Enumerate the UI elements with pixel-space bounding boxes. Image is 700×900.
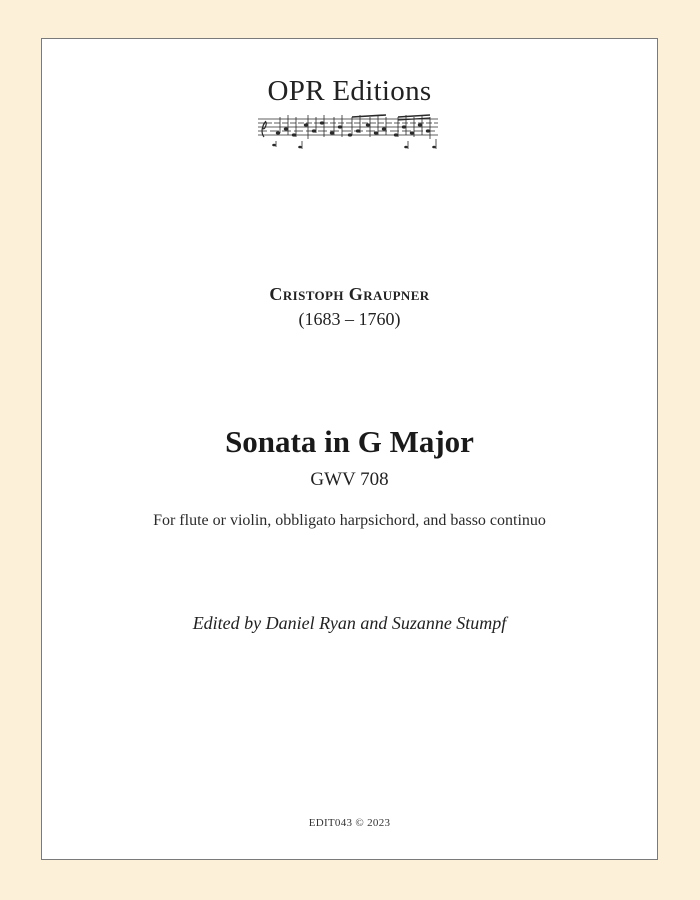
catalog-number: GWV 708 — [310, 469, 389, 490]
cover-page — [41, 38, 658, 860]
publisher-name: OPR Editions — [267, 75, 432, 107]
composer-name: Cristoph Graupner — [269, 284, 430, 304]
editors-credit: Edited by Daniel Ryan and Suzanne Stumpf — [192, 613, 507, 633]
composer-dates: (1683 – 1760) — [298, 309, 401, 329]
instrumentation: For flute or violin, obbligato harpsichord, and basso continuo — [153, 512, 546, 529]
edition-code: EDIT043 © 2023 — [308, 817, 391, 829]
work-title: Sonata in G Major — [225, 424, 474, 459]
music-manuscript-logo-icon — [256, 111, 440, 151]
